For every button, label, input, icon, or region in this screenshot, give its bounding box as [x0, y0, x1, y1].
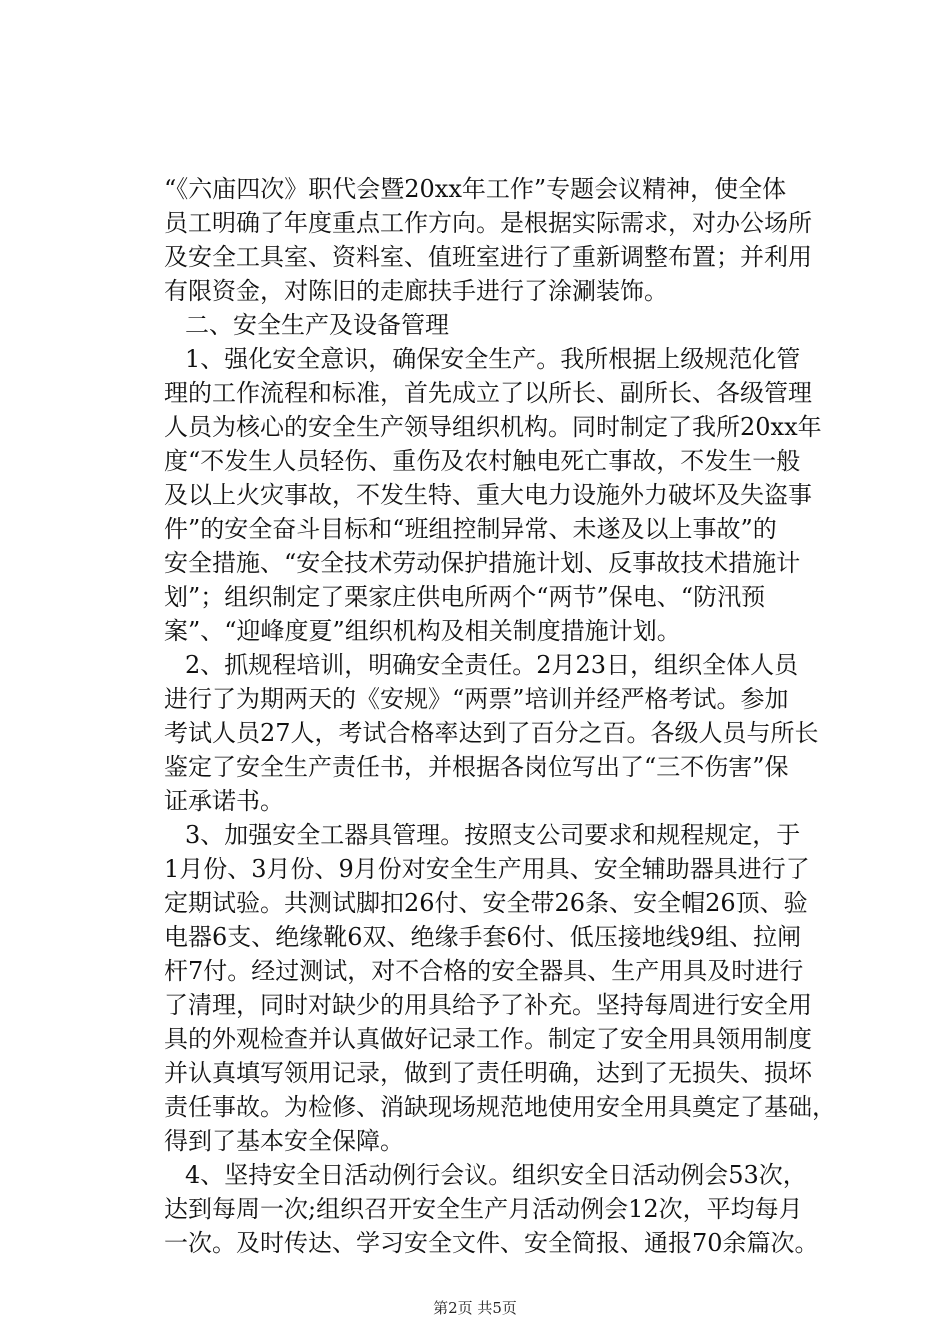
text-line: 案”、“迎峰度夏”组织机构及相关制度措施计划。	[164, 617, 681, 645]
text-line: 一次。及时传达、学习安全文件、安全简报、通报70余篇次。	[164, 1229, 819, 1257]
text-line: 达到每周一次;组织召开安全生产月活动例会12次，平均每月	[164, 1195, 803, 1223]
text-line: 得到了基本安全保障。	[164, 1127, 404, 1155]
text-line: 责任事故。为检修、消缺现场规范地使用安全用具奠定了基础，	[164, 1093, 836, 1121]
text-line: 1、强化安全意识，确保安全生产。我所根据上级规范化管	[185, 345, 801, 373]
text-line: 度“不发生人员轻伤、重伤及农村触电死亡事故，不发生一般	[164, 447, 801, 475]
text-line: 安全措施、“安全技术劳动保护措施计划、反事故技术措施计	[164, 549, 801, 577]
text-line: 人员为核心的安全生产领导组织机构。同时制定了我所20xx年	[164, 413, 822, 441]
text-line: 杆7付。经过测试，对不合格的安全器具、生产用具及时进行	[164, 957, 804, 985]
text-line: 1月份、3月份、9月份对安全生产用具、安全辅助器具进行了	[164, 855, 810, 883]
text-line: 电器6支、绝缘靴6双、绝缘手套6付、低压接地线9组、拉闸	[164, 923, 802, 951]
text-line: 及安全工具室、资料室、值班室进行了重新调整布置；并利用	[164, 243, 812, 271]
page-number: 第2页 共5页	[433, 1299, 517, 1317]
text-line: 2、抓规程培训，明确安全责任。2月23日，组织全体人员	[185, 651, 799, 679]
text-line: 了清理，同时对缺少的用具给予了补充。坚持每周进行安全用	[164, 991, 812, 1019]
text-line: 具的外观检查并认真做好记录工作。制定了安全用具领用制度	[164, 1025, 812, 1053]
text-line: 4、坚持安全日活动例行会议。组织安全日活动例会53次，	[185, 1161, 807, 1189]
text-line: 鉴定了安全生产责任书，并根据各岗位写出了“三不伤害”保	[164, 753, 789, 781]
text-line: 员工明确了年度重点工作方向。是根据实际需求，对办公场所	[164, 209, 812, 237]
text-line: 并认真填写领用记录，做到了责任明确，达到了无损失、损坏	[164, 1059, 812, 1087]
text-line: 有限资金，对陈旧的走廊扶手进行了涂涮装饰。	[164, 277, 668, 305]
text-line: 证承诺书。	[164, 787, 284, 815]
text-line: 3、加强安全工器具管理。按照支公司要求和规程规定，于	[185, 821, 801, 849]
text-line: 理的工作流程和标准，首先成立了以所长、副所长、各级管理	[164, 379, 812, 407]
text-line: 及以上火灾事故，不发生特、重大电力设施外力破坏及失盗事	[164, 481, 812, 509]
text-line: 件”的安全奋斗目标和“班组控制异常、未遂及以上事故”的	[164, 515, 777, 543]
text-line: 进行了为期两天的《安规》“两票”培训并经严格考试。参加	[164, 685, 789, 713]
text-line: 定期试验。共测试脚扣26付、安全带26条、安全帽26顶、验	[164, 889, 808, 917]
document-body	[164, 172, 854, 1260]
text-line: “《六庙四次》职代会暨20xx年工作”专题会议精神，使全体	[164, 175, 787, 203]
text-line: 划”；组织制定了栗家庄供电所两个“两节”保电、“防汛预	[164, 583, 766, 611]
text-line: 考试人员27人，考试合格率达到了百分之百。各级人员与所长	[164, 719, 819, 747]
text-line: 二、安全生产及设备管理	[185, 311, 449, 339]
